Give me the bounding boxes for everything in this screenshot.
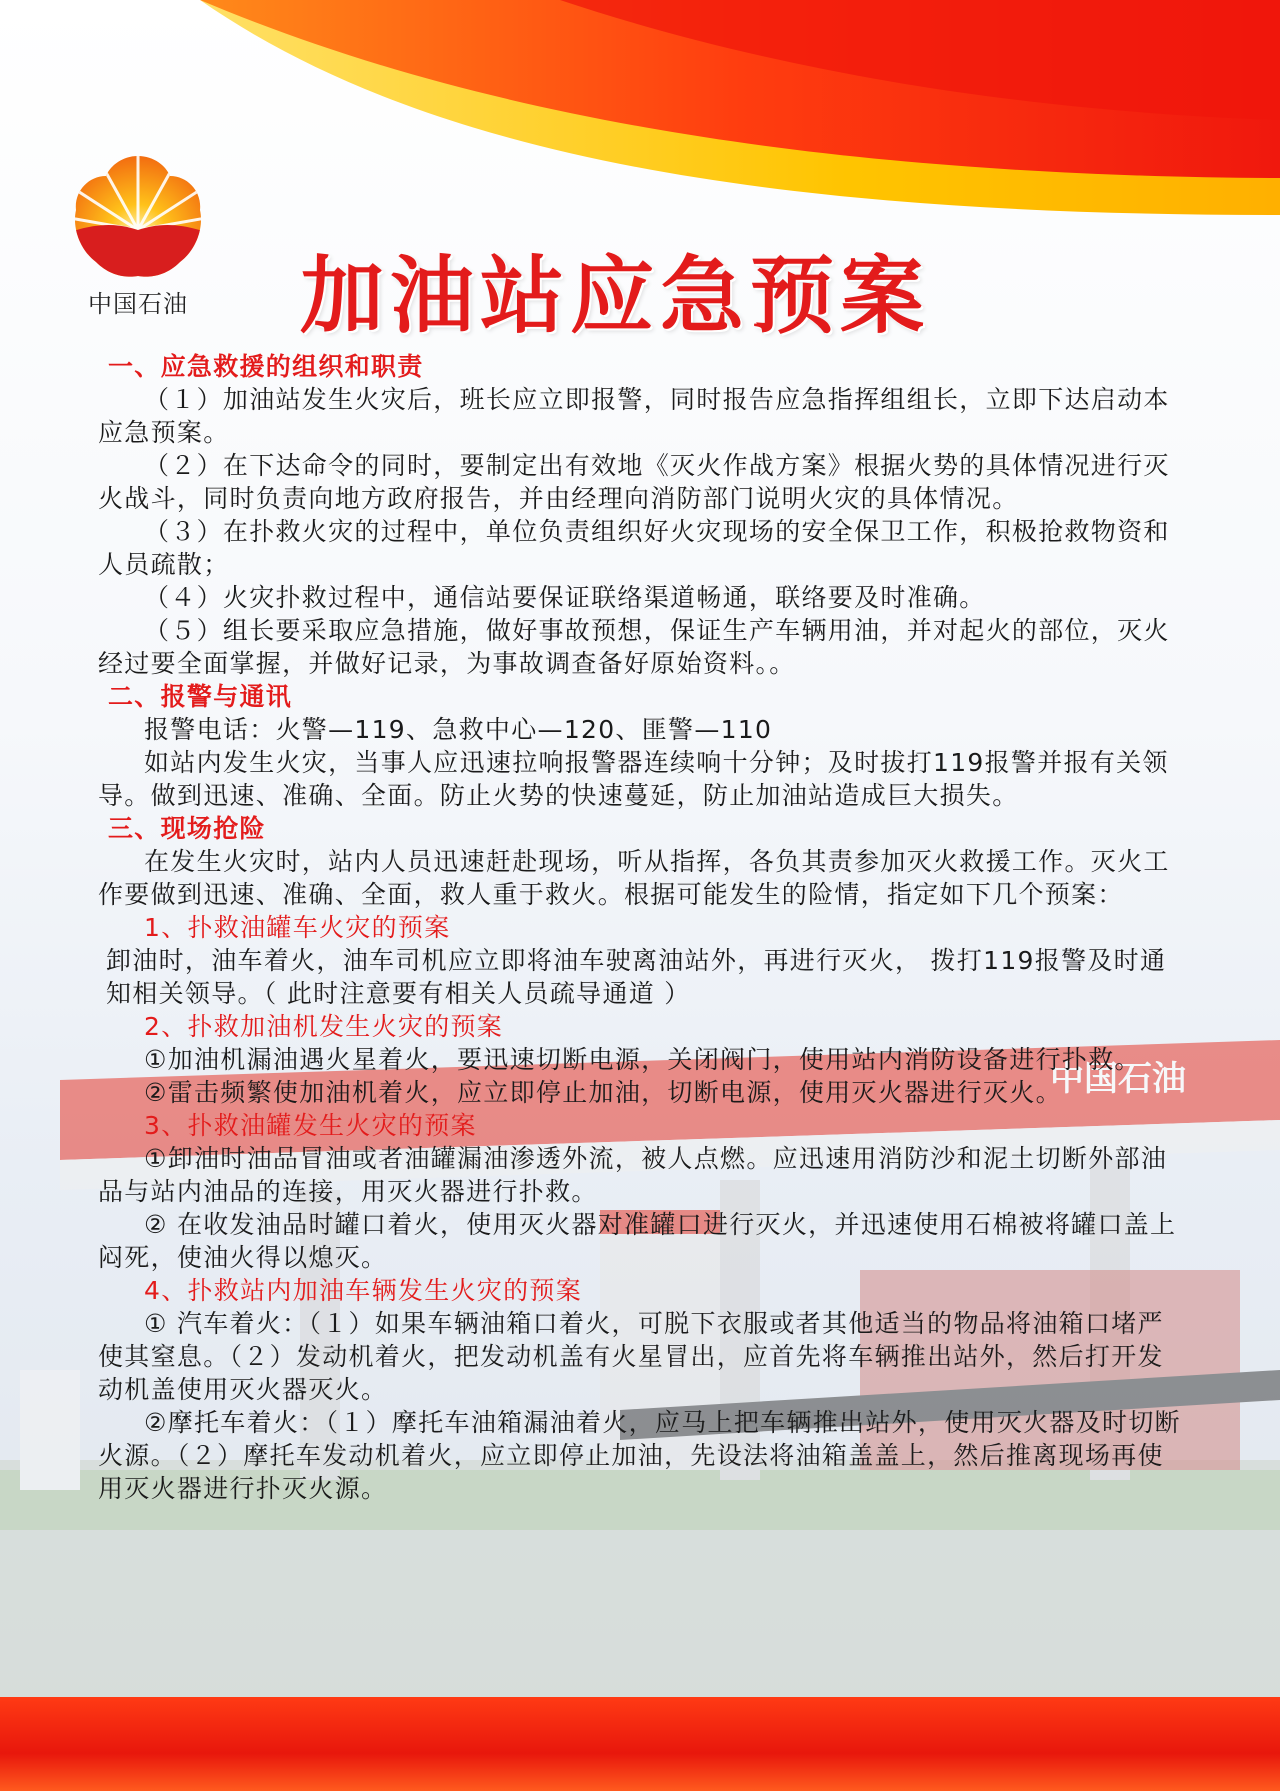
subsection-heading: 3、扑救油罐发生火灾的预案 — [144, 1111, 477, 1140]
paragraph: ② 在收发油品时罐口着火，使用灭火器对准罐口进行灭火，并迅速使用石棉被将罐口盖上闷死，使油火得以熄灭。 — [98, 1210, 1177, 1272]
petrochina-logo — [68, 152, 208, 318]
plan-content — [98, 350, 1188, 1505]
paragraph: 在发生火灾时，站内人员迅速赶赴现场，听从指挥，各负其责参加灭火救援工作。灭火工作要做到迅速、准确、全面，救人重于救火。根据可能发生的险情，指定如下几个预案： — [98, 847, 1170, 909]
petrochina-logo-icon — [70, 152, 206, 280]
subsection-heading: 2、扑救加油机发生火灾的预案 — [144, 1012, 504, 1041]
paragraph: 如站内发生火灾，当事人应迅速拉响报警器连续响十分钟；及时拔打119报警并报有关领导。做到迅速、准确、全面。防止火势的快速蔓延，防止加油站造成巨大损失。 — [98, 748, 1169, 810]
subsection-heading: 4、扑救站内加油车辆发生火灾的预案 — [144, 1276, 583, 1305]
paragraph: ②摩托车着火：（１）摩托车油箱漏油着火，应马上把车辆推出站外，使用灭火器及时切断火源。（２）摩托车发动机着火，应立即停止加油，先设法将油箱盖盖上，然后推离现场再使用灭火器进行扑灭火源。 — [98, 1408, 1181, 1503]
paragraph: 报警电话：火警—119、急救中心—120、匪警—110 — [144, 715, 773, 744]
section-heading: 三、现场抢险 — [108, 814, 266, 843]
paragraph: （５）组长要采取应急措施，做好事故预想，保证生产车辆用油，并对起火的部位，灭火经过要全面掌握，并做好记录，为事故调查备好原始资料。。 — [98, 616, 1170, 678]
paragraph: （１）加油站发生火灾后，班长应立即报警，同时报告应急指挥组组长，立即下达启动本应急预案。 — [98, 385, 1170, 447]
paragraph: （２）在下达命令的同时，要制定出有效地《灭火作战方案》根据火势的具体情况进行灭火战斗，同时负责向地方政府报告，并由经理向消防部门说明火灾的具体情况。 — [98, 451, 1170, 513]
paragraph: ①卸油时油品冒油或者油罐漏油渗透外流，被人点燃。应迅速用消防沙和泥土切断外部油品与站内油品的连接，用灭火器进行扑救。 — [98, 1144, 1168, 1206]
paragraph: （４）火灾扑救过程中，通信站要保证联络渠道畅通，联络要及时准确。 — [144, 583, 986, 612]
page-title: 加油站应急预案 — [300, 247, 931, 346]
subsection-heading: 1、扑救油罐车火灾的预案 — [144, 913, 451, 942]
paragraph: ②雷击频繁使加油机着火，应立即停止加油，切断电源，使用灭火器进行灭火。 — [144, 1078, 1062, 1107]
logo-text: 中国石油 — [88, 290, 188, 318]
section-heading: 二、报警与通讯 — [108, 682, 293, 711]
paragraph: ① 汽车着火：（１）如果车辆油箱口着火，可脱下衣服或者其他适当的物品将油箱口堵严使其窒息。（２）发动机着火，把发动机盖有火星冒出，应首先将车辆推出站外，然后打开发动机盖使用灭火器灭火。 — [98, 1309, 1164, 1404]
section-heading: 一、应急救援的组织和职责 — [108, 352, 424, 381]
paragraph: （３）在扑救火灾的过程中，单位负责组织好火灾现场的安全保卫工作，积极抢救物资和人员疏散； — [98, 517, 1170, 579]
footer-red-bar — [0, 1697, 1280, 1791]
svg-text:中国石油: 中国石油 — [1050, 1060, 1186, 1098]
paragraph: 卸油时，油车着火，油车司机应立即将油车驶离油站外，再进行灭火， 拨打119报警及时通知相关领导。（ 此时注意要有相关人员疏导通道 ） — [106, 946, 1167, 1008]
paragraph: ①加油机漏油遇火星着火，要迅速切断电源，关闭阀门，使用站内消防设备进行扑救。 — [144, 1045, 1141, 1074]
